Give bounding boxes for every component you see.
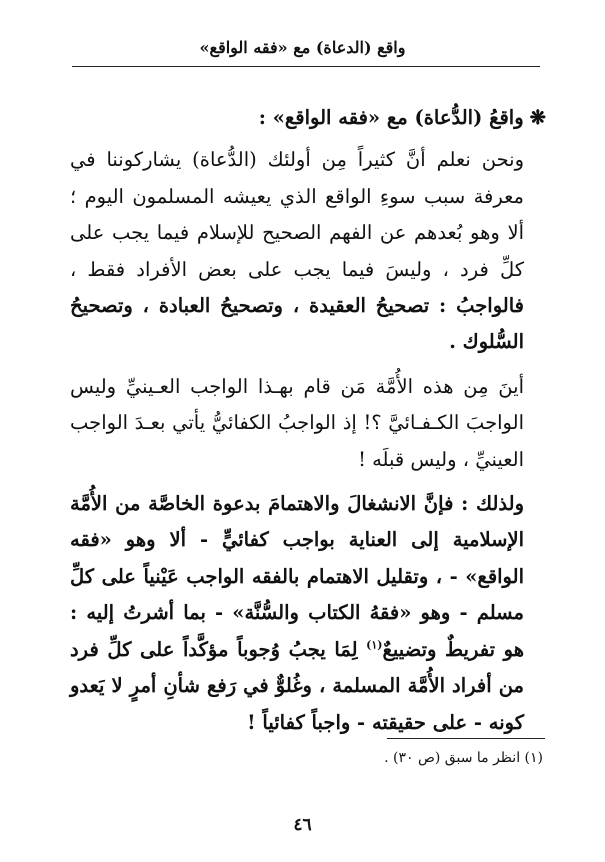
footnote-marker[interactable]: (١) bbox=[366, 638, 383, 652]
paragraph-1-text: ونحن نعلم أنَّ كثيراً مِن أولئك (الدُّعاة) يشاركوننا في معرفة سبب سوءِ الواقع الذي يعيشه المسلمون اليوم ؛ ألا وهو بُعدهم عن الفهم الصحيح للإسلام فيما يجب على كلِّ فرد ، وليسَ فيما يجب على بعض الأفراد فقط ، bbox=[70, 148, 524, 281]
paragraph-3-text-a: ولذلك : فإنَّ الانشغالَ والاهتمامَ بدعوة الخاصَّة من الأُمَّة الإسلامية إلى العناية بواجب كفائيٍّ - ألا وهو «فقه الواقع» - ، وتقليل الاهتمام بالفقه الواجب عَيْنياً على كلِّ مسلم - وهو «فقهُ الكتاب والسُّنَّة» - بما أشرتُ إليه : هو تفريطٌ وتضييعٌ bbox=[70, 492, 524, 661]
footnote: (١) انظر ما سبق (ص ٣٠) . bbox=[384, 750, 543, 766]
page-number: ٤٦ bbox=[293, 815, 312, 835]
paragraph-1 bbox=[70, 142, 546, 360]
paragraph-3-text-b: لِمَا يجبُ وُجوباً مؤكَّداً على كلِّ فرد من أفراد الأُمَّة المسلمة ، وغُلوٌّ في رَفع شأنِ أمرٍ لا يَعدو كونه - على حقيقته - واجباً كفائياً ! bbox=[70, 637, 524, 734]
section-heading-text: واقعُ (الدُّعاة) مع «فقه الواقع» : bbox=[258, 106, 524, 129]
running-header: واقع (الدعاة) مع «فقه الواقع» bbox=[199, 38, 406, 57]
paragraph-3 bbox=[70, 486, 546, 741]
header-divider bbox=[72, 66, 540, 67]
paragraph-2: أينَ مِن هذه الأُمَّة مَن قام بهـذا الواجب العـينيِّ وليس الواجبَ الكـفـائيَّ ؟! إذ الواجبُ الكفائيُّ يأتي بعـدَ الواجب العينيِّ ، وليس قبلَه ! bbox=[70, 374, 524, 471]
page-body bbox=[70, 100, 546, 741]
footnote-divider bbox=[387, 738, 545, 739]
asterism-icon: ❋ bbox=[529, 106, 546, 129]
paragraph-1-emphasis: فالواجبُ : تصحيحُ العقيدة ، وتصحيحُ العبادة ، وتصحيحُ السُّلوك . bbox=[70, 294, 524, 354]
section-heading bbox=[70, 100, 546, 136]
